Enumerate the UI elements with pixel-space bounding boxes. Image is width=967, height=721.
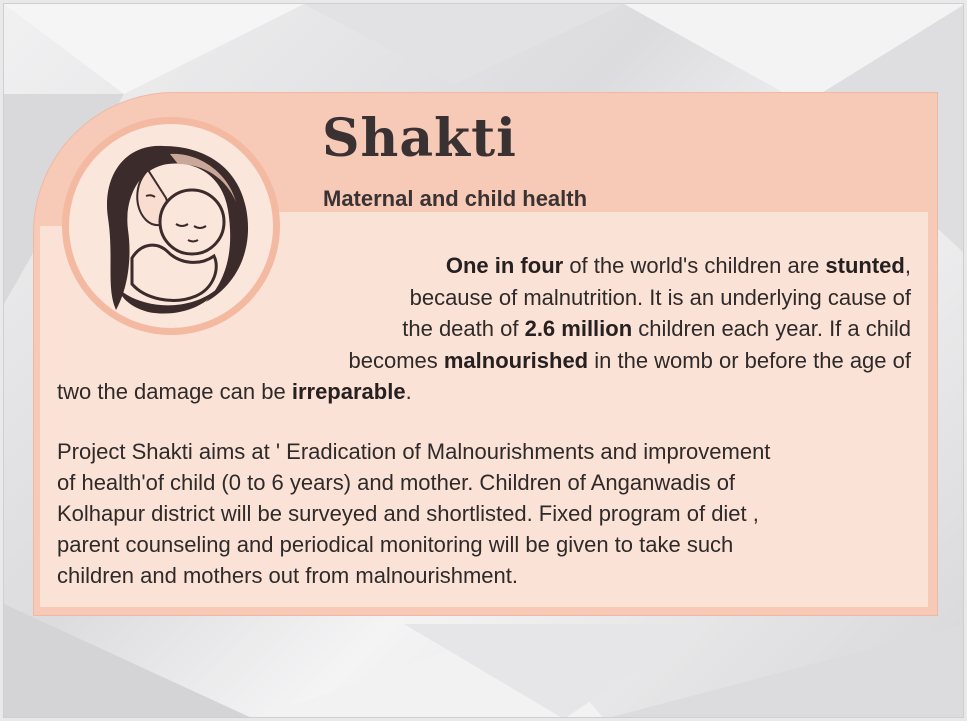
project-line-1: Project Shakti aims at ' Eradication of Malnourishments and improvement [57, 439, 771, 464]
stat-one-in-four: One in four [445, 253, 564, 278]
page-title: Shakti [322, 108, 517, 169]
stat-deaths: 2.6 million [524, 316, 633, 341]
intro-line-2: because of malnutrition. It is an underlying cause of [409, 284, 911, 310]
term-malnourished: malnourished [443, 347, 589, 373]
term-irreparable: irreparable [291, 379, 406, 404]
project-line-4: parent counseling and periodical monitoring will be given to take such [57, 532, 734, 557]
stat-stunted: stunted [825, 253, 905, 278]
intro-line-3: the death of 2.6 million children each year. If a child [402, 316, 911, 341]
intro-paragraph [57, 250, 911, 408]
project-paragraph [57, 436, 911, 591]
intro-line-5: two the damage can be irreparable. [57, 379, 412, 404]
page-subtitle: Maternal and child health [323, 186, 588, 211]
intro-line-1: One in four of the world's children are stunted, [445, 253, 911, 278]
project-line-2: of health'of child (0 to 6 years) and mother. Children of Anganwadis of [57, 470, 736, 495]
project-line-5: children and mothers out from malnourishment. [57, 563, 518, 588]
project-line-3: Kolhapur district will be surveyed and shortlisted. Fixed program of diet , [57, 501, 759, 526]
intro-line-4: becomes malnourished in the womb or before the age of [348, 347, 911, 373]
